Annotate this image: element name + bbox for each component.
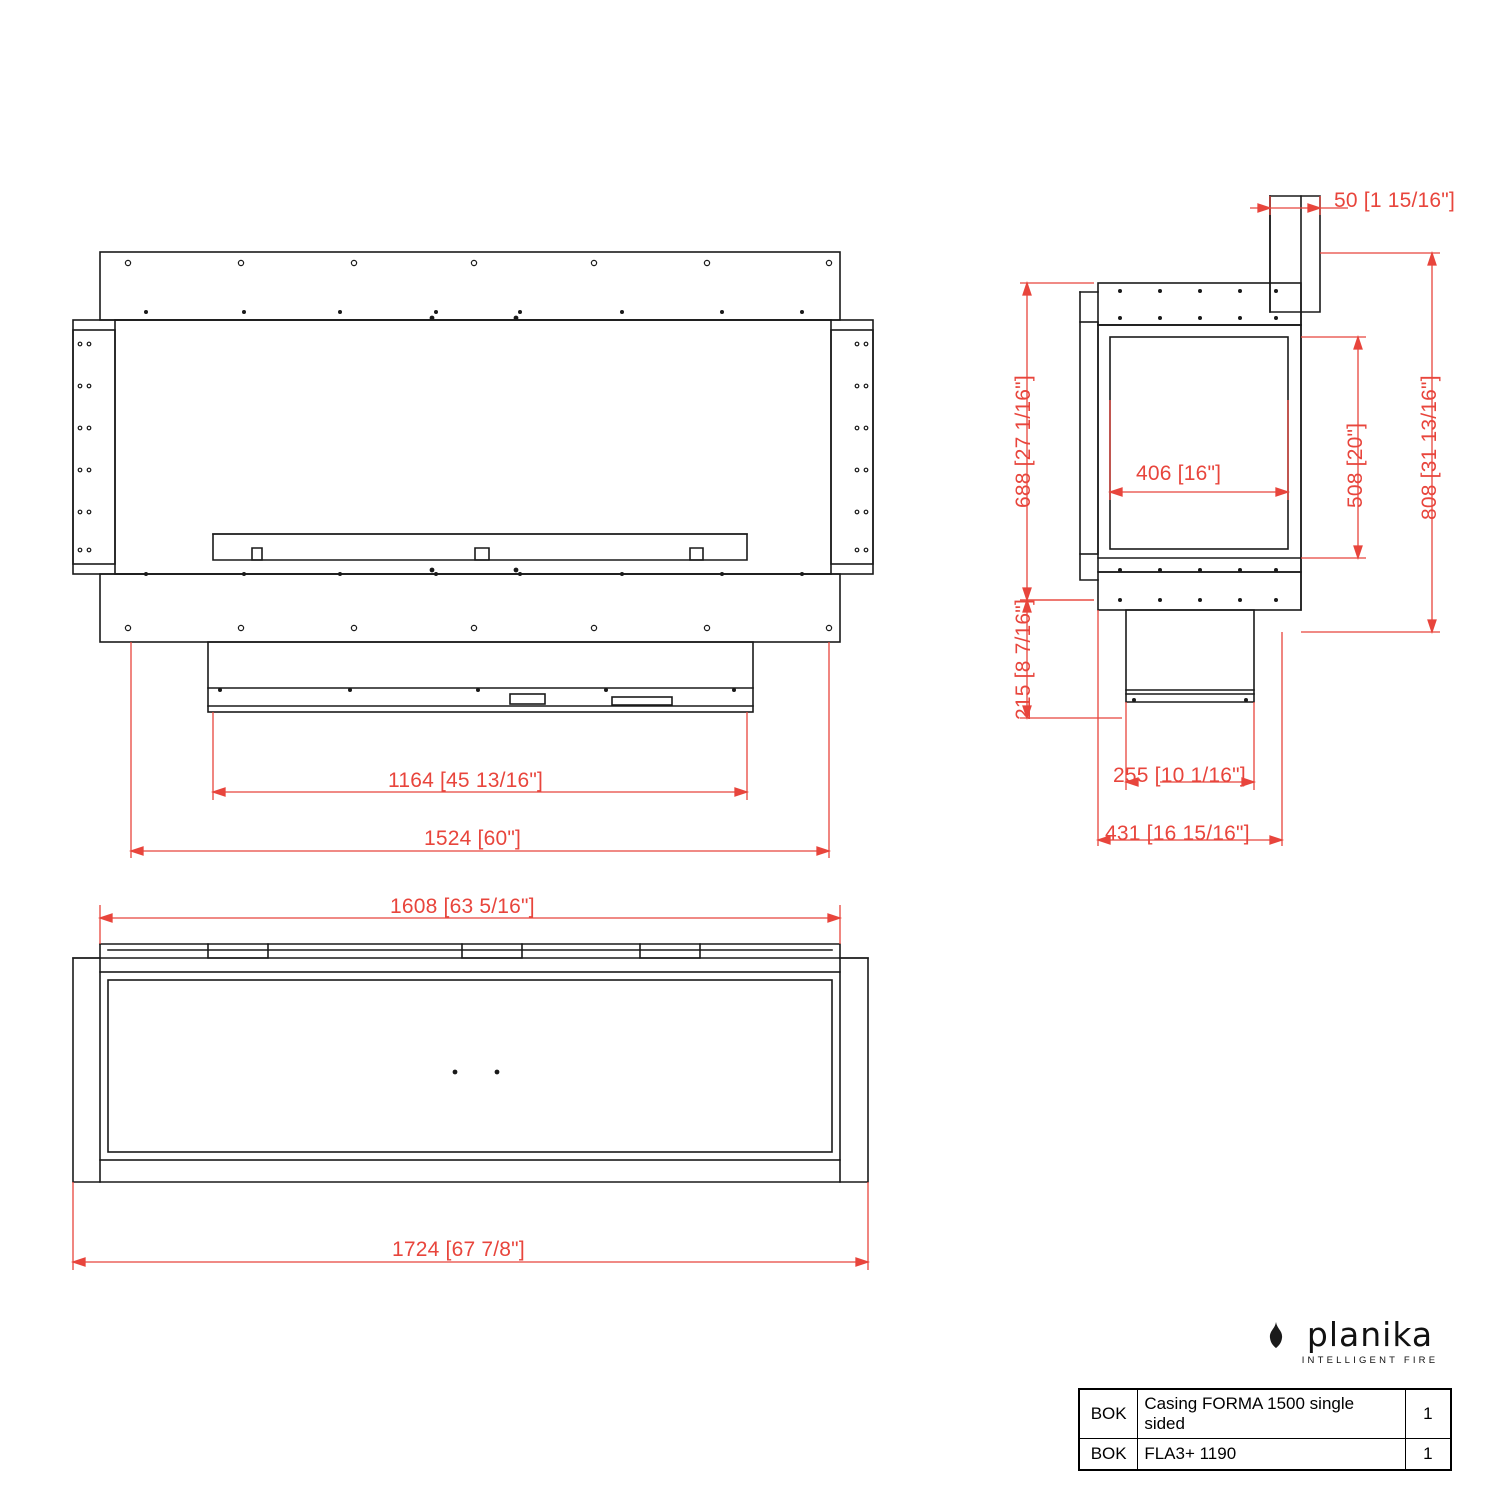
dim-side-total-height: 808 [31 13/16"] [1418, 375, 1441, 520]
dim-side-top-offset: 50 [1 15/16"] [1334, 189, 1455, 212]
planika-logo [1290, 1315, 1450, 1366]
flame-icon [1268, 1322, 1284, 1348]
part-qty: 1 [1405, 1439, 1450, 1470]
part-qty: 1 [1405, 1390, 1450, 1439]
dim-side-opening-height: 688 [27 1/16"] [1012, 375, 1035, 508]
dim-front-inner-width: 1164 [45 13/16"] [388, 769, 544, 792]
part-description: FLA3+ 1190 [1138, 1439, 1405, 1470]
dim-side-base-depth: 255 [10 1/16"] [1113, 764, 1246, 787]
title-block [1078, 1388, 1452, 1471]
dim-top-inner-length: 1608 [63 5/16"] [390, 895, 535, 918]
table-row [1080, 1439, 1451, 1470]
part-code: BOK [1080, 1439, 1138, 1470]
dim-side-base-height: 215 [8 7/16"] [1012, 599, 1035, 720]
parts-table [1079, 1389, 1451, 1470]
table-row [1080, 1390, 1451, 1439]
dim-side-inner-depth: 406 [16"] [1136, 462, 1222, 485]
dim-side-glass-height: 508 [20"] [1344, 422, 1367, 508]
dim-side-overall-depth: 431 [16 15/16"] [1105, 822, 1250, 845]
logo-wordmark: planika [1306, 1315, 1434, 1354]
logo-tagline: INTELLIGENT FIRE [1301, 1355, 1439, 1366]
dim-top-overall-length: 1724 [67 7/8"] [392, 1238, 525, 1261]
part-code: BOK [1080, 1390, 1138, 1439]
dim-front-body-width: 1524 [60"] [424, 827, 522, 850]
part-description: Casing FORMA 1500 single sided [1138, 1390, 1405, 1439]
